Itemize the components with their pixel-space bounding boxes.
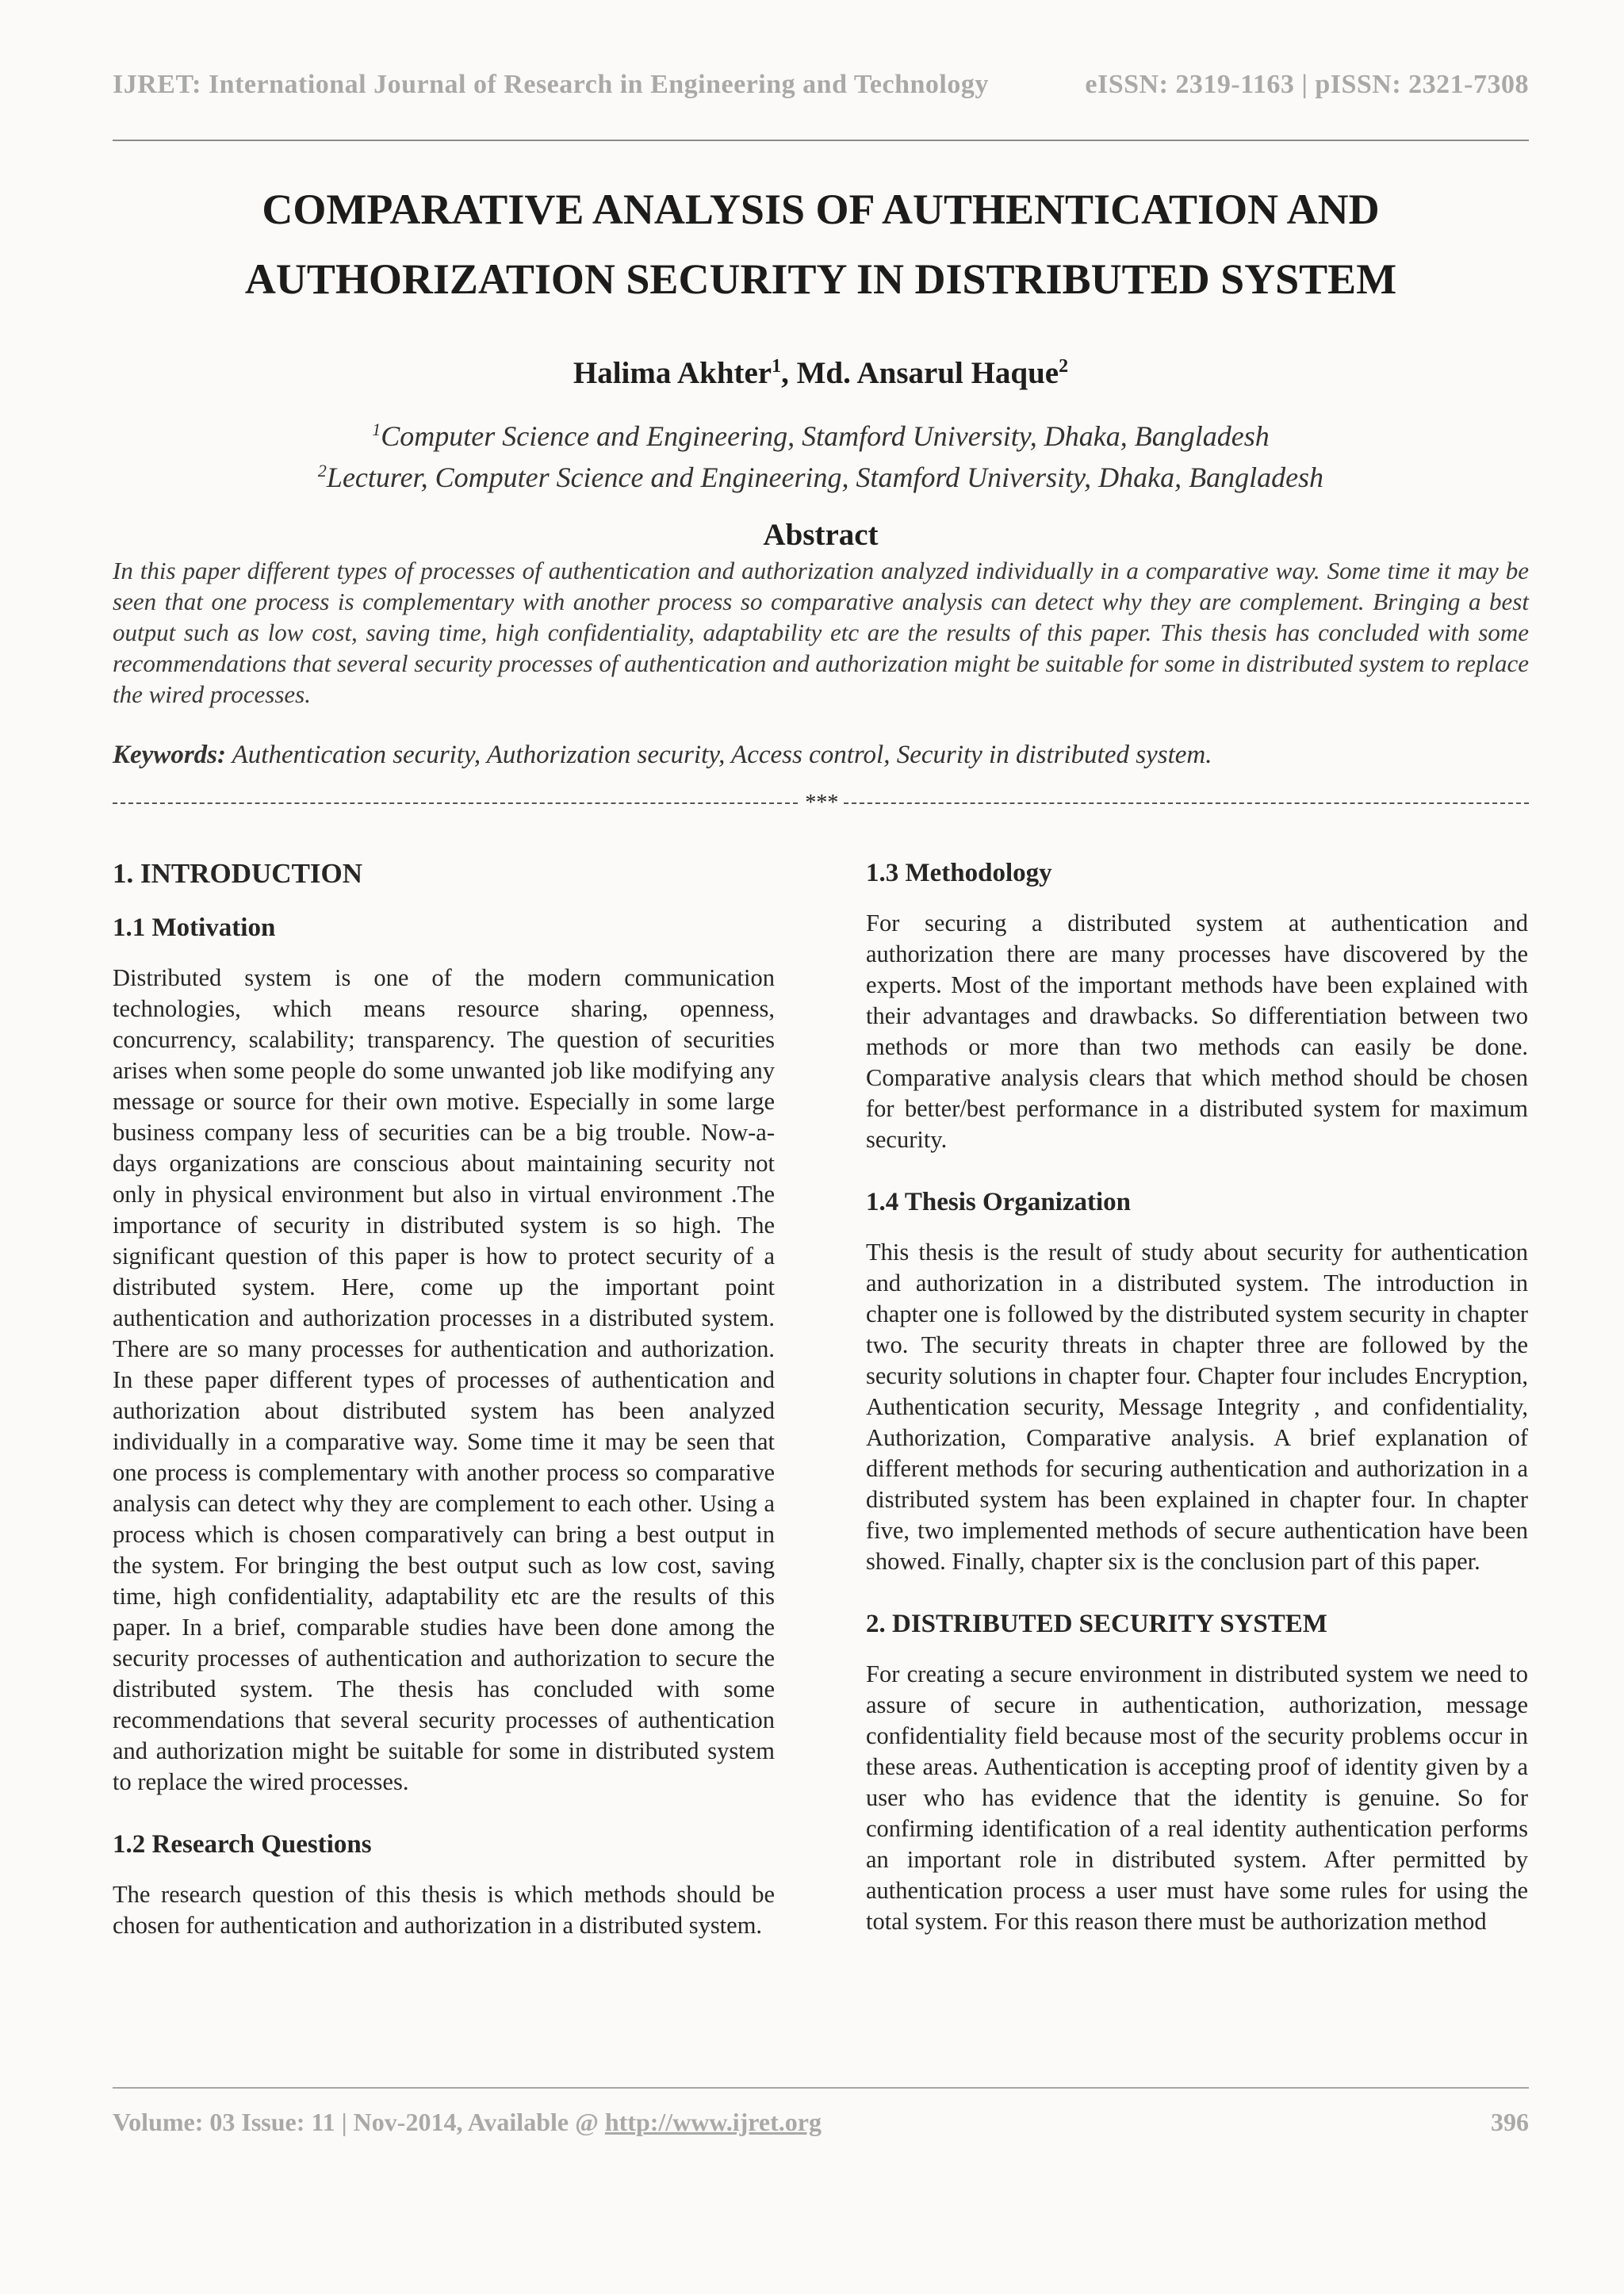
- keywords-text: Authentication security, Authorization security, Access control, Security in distributed system.: [226, 741, 1212, 769]
- separator-dash-right: [844, 802, 1529, 804]
- page-footer: [113, 2108, 1529, 2137]
- section-1-4-text: This thesis is the result of study about security for authentication and authorization in a distributed system. The introduction in chapter one is followed by the distributed system security in chapter two. The security threats in chapter three are followed by the security solutions in chapter four. Chapter four includes Encryption, Authentication security, Message Integrity , and confidentiality, Authorization, Comparative analysis. A brief explanation of different methods for securing authentication and authorization in a distributed system has been explained in chapter four. In chapter five, two implemented methods of secure authentication have been showed. Finally, chapter six is the conclusion part of this paper.: [866, 1239, 1528, 1575]
- separator-dash-left: [113, 802, 798, 804]
- affiliations: [113, 412, 1529, 495]
- author-1-sup: 1: [772, 356, 782, 377]
- keywords-label: Keywords:: [113, 741, 226, 769]
- abstract-text: In this paper different types of processes of authentication and authorization analyzed individually in a comparative way. Some time it may be seen that one process is complementary with another process so comparative analysis can detect why they are complement. Bringing a best output such as low cost, saving time, high confidentiality, adaptability etc are the results of this paper. This thesis has concluded with some recommendations that several security processes of authentication and authorization might be suitable for some in distributed system to replace the wired processes.: [113, 557, 1529, 708]
- section-1-1-heading: 1.1 Motivation: [113, 913, 276, 942]
- right-column: [866, 858, 1528, 1937]
- section-1-4-heading: 1.4 Thesis Organization: [866, 1188, 1132, 1216]
- title-line-1: COMPARATIVE ANALYSIS OF AUTHENTICATION AND: [262, 186, 1380, 233]
- affiliation-1-sup: 1: [372, 419, 381, 439]
- affiliation-1-text: Computer Science and Engineering, Stamford University, Dhaka, Bangladesh: [381, 420, 1270, 452]
- paper-title: [113, 174, 1529, 314]
- section-2-heading: 2. DISTRIBUTED SECURITY SYSTEM: [866, 1610, 1327, 1638]
- keywords: [113, 741, 1529, 770]
- author-1: Halima Akhter: [573, 356, 772, 390]
- author-list: [113, 355, 1529, 391]
- separator-stars: ***: [804, 791, 837, 815]
- running-header: [113, 70, 1529, 100]
- section-separator: [113, 791, 1529, 815]
- journal-link[interactable]: http://www.ijret.org: [604, 2108, 822, 2136]
- journal-name: IJRET: International Journal of Research in Engineering and Technology: [113, 70, 989, 99]
- author-separator: ,: [781, 356, 797, 390]
- section-1-1-text: Distributed system is one of the modern communication technologies, which means resource sharing, openness, concurrency, scalability; transparency. The question of securities arises when some people do some unwanted job like modifying any message or source for their own motive. Especially in some large business company less of securities can be a big trouble. Now-a-days organizations are conscious about maintaining security not only in physical environment but also in virtual environment .The importance of security in distributed system is so high. The significant question of this paper is how to protect security of a distributed system. Here, come up the important point authentication and authorization processes in a distributed system. There are so many processes for authentication and authorization. In these paper different types of processes of authentication and authorization about distributed system has been analyzed individually in a comparative way. Some time it may be seen that one process is complementary with another process so comparative analysis can detect why they are complement to each other. Using a process which is chosen comparatively can bring a best output in the system. For bringing the best output such as low cost, saving time, high confidentiality, adaptability etc are the results of this paper. In a brief, comparable studies have been done among the security processes of authentication and authorization to secure the distributed system. The thesis has concluded with some recommendations that several security processes of authentication and authorization might be suitable for some in distributed system to replace the wired processes.: [113, 964, 775, 1795]
- page-number: 396: [1491, 2108, 1529, 2136]
- section-1-3-heading: 1.3 Methodology: [866, 859, 1052, 887]
- footer-volume: Volume: 03 Issue: 11 | Nov-2014, Available @: [113, 2108, 605, 2136]
- affiliation-2-text: Lecturer, Computer Science and Engineering, Stamford University, Dhaka, Bangladesh: [326, 461, 1324, 493]
- section-2-text: For creating a secure environment in distributed system we need to assure of secure in authentication, authorization, message confidentiality field because most of the security problems occur in these areas. Authentication is accepting proof of identity given by a user who has evidence that the identity is genuine. So for confirming identification of a real identity authentication performs an important role in distributed system. After permitted by authentication process a user must have some rules for using the total system. For this reason there must be authorization method: [866, 1660, 1528, 1935]
- section-1-3-text: For securing a distributed system at authentication and authorization there are many processes have discovered by the experts. Most of the important methods have been explained with their advantages and drawbacks. So differentiation between two methods or more than two methods can easily be done. Comparative analysis clears that which method should be chosen for better/best performance in a distributed system for maximum security.: [866, 910, 1528, 1153]
- affiliation-2: [113, 454, 1529, 495]
- author-2: Md. Ansarul Haque: [796, 356, 1059, 390]
- abstract-heading: Abstract: [763, 518, 879, 552]
- affiliation-2-sup: 2: [317, 461, 327, 481]
- section-1-2-heading: 1.2 Research Questions: [113, 1830, 372, 1859]
- section-1-heading: 1. INTRODUCTION: [113, 858, 363, 889]
- affiliation-1: [113, 412, 1529, 454]
- title-line-2: AUTHORIZATION SECURITY IN DISTRIBUTED SYSTEM: [244, 255, 1397, 303]
- header-rule: [113, 140, 1529, 141]
- author-2-sup: 2: [1059, 356, 1069, 377]
- footer-volume-info: [113, 2108, 822, 2137]
- footer-rule: [113, 2087, 1529, 2089]
- section-1-2-text: The research question of this thesis is which methods should be chosen for authentication and authorization in a distributed system.: [113, 1881, 775, 1939]
- issn-numbers: eISSN: 2319-1163 | pISSN: 2321-7308: [1085, 70, 1529, 99]
- left-column: [113, 858, 775, 1941]
